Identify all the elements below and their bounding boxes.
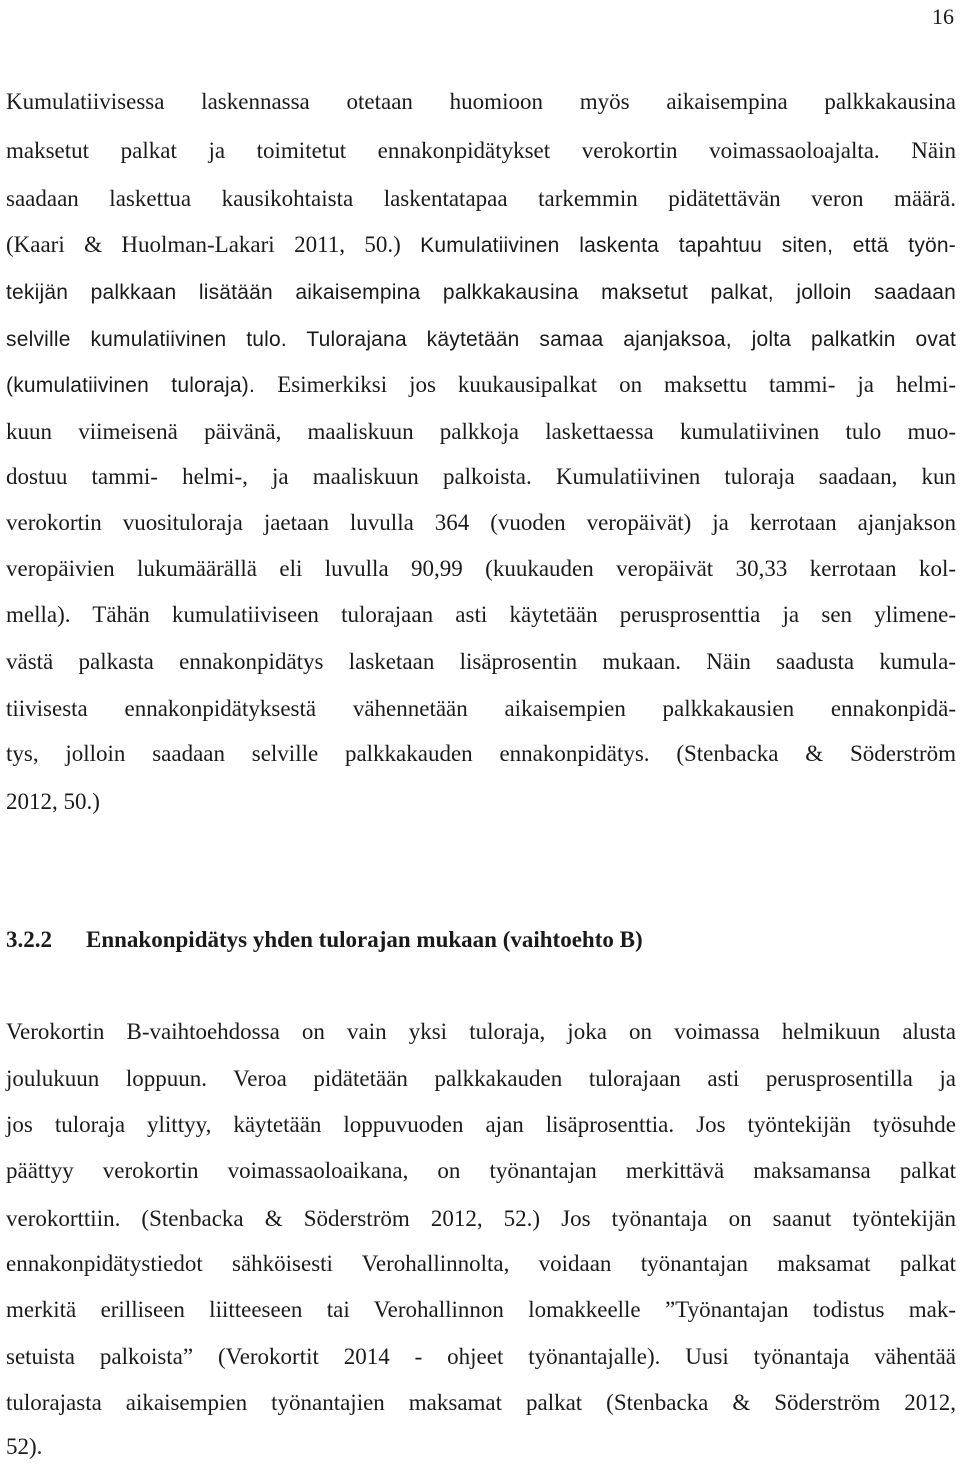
text-line: dostuu tammi- helmi-, ja maaliskuun palkoista. Kumulatiivinen tuloraja saadaan, kun	[6, 464, 956, 489]
text-line: saadaan laskettua kausikohtaista laskentatapaa tarkemmin pidätettävän veron määrä.	[6, 186, 956, 211]
text-run: (kumulatiivinen tuloraja).	[6, 374, 278, 397]
text-line: Verokortin B-vaihtoehdossa on vain yksi tuloraja, joka on voimassa helmikuun alusta	[6, 1019, 956, 1044]
text-line	[6, 371, 956, 400]
text-line: kuun viimeisenä päivänä, maaliskuun palkkoja laskettaessa kumulatiivinen tulo muo-	[6, 419, 956, 444]
text-line	[6, 231, 956, 260]
text-line: ennakonpidätystiedot sähköisesti Verohallinnolta, voidaan työnantajan maksamat palkat	[6, 1251, 956, 1276]
text-line: selville kumulatiivinen tulo. Tulorajana käytetään samaa ajanjaksoa, jolta palkatkin ovat	[6, 328, 956, 351]
text-line: 2012, 50.)	[6, 789, 100, 814]
text-line: 52).	[6, 1434, 43, 1459]
text-line: Kumulatiivisessa laskennassa otetaan huomioon myös aikaisempina palkkakausina	[6, 89, 956, 114]
text-run: Kumulatiivinen laskenta tapahtuu siten, että työn-	[420, 234, 956, 257]
text-line: verokorttiin. (Stenbacka & Söderström 2012, 52.) Jos työnantaja on saanut työntekijän	[6, 1206, 956, 1231]
text-line: västä palkasta ennakonpidätys lasketaan lisäprosentin mukaan. Näin saadusta kumula-	[6, 649, 956, 674]
section-number: 3.2.2	[6, 927, 52, 952]
text-line: tiivisesta ennakonpidätyksestä vähennetään aikaisempien palkkakausien ennakonpidä-	[6, 696, 956, 721]
text-line: veropäivien lukumäärällä eli luvulla 90,99 (kuukauden veropäivät 30,33 kerrotaan kol-	[6, 556, 956, 581]
text-line: maksetut palkat ja toimitetut ennakonpidätykset verokortin voimassaoloajalta. Näin	[6, 138, 956, 163]
text-line: tys, jolloin saadaan selville palkkakauden ennakonpidätys. (Stenbacka & Söderström	[6, 741, 956, 766]
text-line: verokortin vuosituloraja jaetaan luvulla 364 (vuoden veropäivät) ja kerrotaan ajanjakson	[6, 510, 956, 535]
section-title: Ennakonpidätys yhden tulorajan mukaan (vaihtoehto B)	[86, 927, 643, 952]
text-line: jos tuloraja ylittyy, käytetään loppuvuoden ajan lisäprosenttia. Jos työntekijän työsuhde	[6, 1112, 956, 1137]
text-line: tekijän palkkaan lisätään aikaisempina palkkakausina maksetut palkat, jolloin saadaan	[6, 281, 956, 304]
text-line: päättyy verokortin voimassaoloaikana, on työnantajan merkittävä maksamansa palkat	[6, 1158, 956, 1183]
text-run: Esimerkiksi jos kuukausipalkat on maksettu tammi- ja helmi-	[277, 372, 956, 397]
text-line: merkitä erilliseen liitteeseen tai Verohallinnon lomakkeelle ”Työnantajan todistus mak-	[6, 1297, 956, 1322]
text-line: setuista palkoista” (Verokortit 2014 - ohjeet työnantajalle). Uusi työnantaja vähentää	[6, 1344, 956, 1369]
text-line: mella). Tähän kumulatiiviseen tulorajaan asti käytetään perusprosenttia ja sen ylimene-	[6, 602, 956, 627]
text-line: joulukuun loppuun. Veroa pidätetään palkkakauden tulorajaan asti perusprosentilla ja	[6, 1066, 956, 1091]
section-heading	[6, 925, 643, 955]
page-number: 16	[932, 4, 954, 29]
citation: (Kaari & Huolman-Lakari 2011, 50.)	[6, 232, 421, 257]
text-line: tulorajasta aikaisempien työnantajien maksamat palkat (Stenbacka & Söderström 2012,	[6, 1390, 956, 1415]
